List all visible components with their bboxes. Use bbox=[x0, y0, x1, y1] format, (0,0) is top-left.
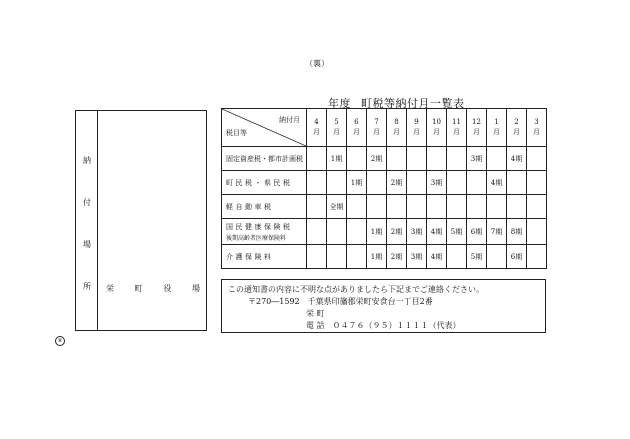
tax-item-name: 介護保険料 bbox=[226, 252, 274, 261]
month-number: 9 bbox=[414, 118, 419, 127]
tax-row bbox=[222, 195, 547, 219]
month-number: 6 bbox=[354, 118, 359, 127]
month-header-cell bbox=[447, 109, 467, 147]
tax-item-name: 町民税・県民税 bbox=[226, 178, 293, 187]
installment-cell bbox=[347, 219, 367, 245]
month-header-cell bbox=[307, 109, 327, 147]
place-char-4: 所 bbox=[83, 282, 91, 291]
month-unit: 月 bbox=[373, 127, 380, 136]
tax-payment-schedule-table bbox=[221, 108, 547, 269]
installment-cell: 3期 bbox=[467, 147, 487, 171]
month-header-cell bbox=[427, 109, 447, 147]
month-unit: 月 bbox=[533, 127, 540, 136]
month-header-cell bbox=[507, 109, 527, 147]
place-box-divider bbox=[97, 111, 98, 330]
installment-cell bbox=[387, 147, 407, 171]
tax-item-label bbox=[222, 195, 307, 219]
installment-cell: 全期 bbox=[327, 195, 347, 219]
month-unit: 月 bbox=[333, 127, 340, 136]
month-header-cell bbox=[527, 109, 547, 147]
installment-cell bbox=[307, 195, 327, 219]
installment-cell bbox=[327, 245, 347, 269]
installment-cell: 4期 bbox=[427, 219, 447, 245]
payment-place-name bbox=[98, 283, 206, 294]
month-header-cell bbox=[347, 109, 367, 147]
notice-phone: 電 話 ０４７６（９５）１１１１（代表） bbox=[306, 321, 461, 330]
installment-cell: 6期 bbox=[507, 245, 527, 269]
installment-cell bbox=[327, 219, 347, 245]
month-unit: 月 bbox=[493, 127, 500, 136]
installment-cell: 2期 bbox=[367, 147, 387, 171]
installment-cell: 3期 bbox=[407, 219, 427, 245]
tax-item-name: 固定資産税・都市計画税 bbox=[226, 154, 303, 163]
installment-cell: 5期 bbox=[447, 219, 467, 245]
month-number: 3 bbox=[534, 118, 539, 127]
installment-cell: 5期 bbox=[467, 245, 487, 269]
tax-item-header: 税目等 bbox=[226, 129, 247, 137]
contact-notice-box bbox=[221, 279, 546, 333]
installment-cell: 1期 bbox=[367, 219, 387, 245]
installment-cell bbox=[447, 147, 467, 171]
installment-cell: 4期 bbox=[427, 245, 447, 269]
installment-cell bbox=[347, 245, 367, 269]
tax-item-subname: 後期高齢者医療保険料 bbox=[226, 234, 287, 242]
installment-cell bbox=[447, 245, 467, 269]
installment-cell bbox=[327, 171, 347, 195]
month-unit: 月 bbox=[393, 127, 400, 136]
tax-item-name: 国民健康保険税 bbox=[226, 222, 293, 231]
installment-cell bbox=[467, 171, 487, 195]
month-unit: 月 bbox=[433, 127, 440, 136]
payment-month-header: 納付月 bbox=[279, 116, 300, 124]
installment-cell bbox=[307, 219, 327, 245]
place-char-3: 場 bbox=[83, 240, 91, 249]
month-unit: 月 bbox=[313, 127, 320, 136]
installment-cell: 1期 bbox=[327, 147, 347, 171]
installment-cell: 8期 bbox=[507, 219, 527, 245]
place-name-char-2: 町 bbox=[134, 284, 143, 293]
installment-cell bbox=[487, 195, 507, 219]
month-header-cell bbox=[387, 109, 407, 147]
installment-cell bbox=[507, 171, 527, 195]
month-number: 7 bbox=[374, 118, 379, 127]
month-header-cell bbox=[327, 109, 347, 147]
place-name-char-3: 役 bbox=[163, 284, 172, 293]
notice-intro: この通知書の内容に不明な点がありましたら下記までご連絡ください。 bbox=[228, 285, 484, 294]
month-unit: 月 bbox=[453, 127, 460, 136]
circled-number-mark: ⑧ bbox=[55, 336, 65, 346]
month-number: 12 bbox=[472, 118, 481, 127]
tax-row bbox=[222, 219, 547, 245]
installment-cell bbox=[447, 195, 467, 219]
tax-item-label bbox=[222, 147, 307, 171]
installment-cell: 4期 bbox=[507, 147, 527, 171]
installment-cell bbox=[407, 195, 427, 219]
tax-item-name: 軽自動車税 bbox=[226, 202, 274, 211]
installment-cell bbox=[527, 195, 547, 219]
place-name-char-1: 栄 bbox=[106, 284, 114, 293]
installment-cell bbox=[367, 195, 387, 219]
month-number: 2 bbox=[514, 118, 519, 127]
installment-cell: 3期 bbox=[427, 171, 447, 195]
payment-place-box bbox=[75, 110, 207, 331]
month-header-cell bbox=[467, 109, 487, 147]
month-number: 8 bbox=[394, 118, 399, 127]
back-side-label: （裏） bbox=[305, 59, 329, 68]
month-number: 10 bbox=[432, 118, 441, 127]
month-number: 11 bbox=[452, 118, 461, 127]
installment-cell bbox=[507, 195, 527, 219]
tax-item-label bbox=[222, 245, 307, 269]
installment-cell: 7期 bbox=[487, 219, 507, 245]
month-number: 1 bbox=[494, 118, 499, 127]
installment-cell: 6期 bbox=[467, 219, 487, 245]
tax-row bbox=[222, 171, 547, 195]
installment-cell bbox=[427, 147, 447, 171]
month-number: 5 bbox=[334, 118, 339, 127]
corner-header-cell bbox=[222, 109, 307, 147]
installment-cell: 2期 bbox=[387, 245, 407, 269]
notice-office: 栄 町 bbox=[306, 309, 325, 318]
tax-item-label bbox=[222, 219, 307, 245]
month-number: 4 bbox=[314, 118, 319, 127]
installment-cell bbox=[307, 245, 327, 269]
installment-cell bbox=[407, 171, 427, 195]
month-unit: 月 bbox=[513, 127, 520, 136]
installment-cell bbox=[527, 219, 547, 245]
installment-cell bbox=[387, 195, 407, 219]
tax-row bbox=[222, 147, 547, 171]
tax-item-label bbox=[222, 171, 307, 195]
title-name: 町税等納付月一覧表 bbox=[361, 97, 465, 110]
installment-cell bbox=[447, 171, 467, 195]
installment-cell bbox=[527, 147, 547, 171]
place-name-char-4: 場 bbox=[191, 284, 200, 293]
installment-cell bbox=[467, 195, 487, 219]
month-header-row bbox=[222, 109, 547, 147]
month-header-cell bbox=[407, 109, 427, 147]
notice-postal-address: 〒270―1592 千葉県印旛郡栄町安食台一丁目2番 bbox=[248, 297, 433, 306]
installment-cell: 1期 bbox=[347, 171, 367, 195]
month-unit: 月 bbox=[353, 127, 360, 136]
installment-cell bbox=[527, 245, 547, 269]
installment-cell bbox=[307, 171, 327, 195]
installment-cell bbox=[527, 171, 547, 195]
month-unit: 月 bbox=[473, 127, 480, 136]
month-header-cell bbox=[367, 109, 387, 147]
installment-cell bbox=[427, 195, 447, 219]
installment-cell: 1期 bbox=[367, 245, 387, 269]
installment-cell bbox=[347, 195, 367, 219]
installment-cell: 2期 bbox=[387, 219, 407, 245]
installment-cell bbox=[487, 147, 507, 171]
place-char-1: 納 bbox=[83, 156, 91, 165]
month-unit: 月 bbox=[413, 127, 420, 136]
installment-cell bbox=[307, 147, 327, 171]
installment-cell bbox=[407, 147, 427, 171]
installment-cell: 3期 bbox=[407, 245, 427, 269]
place-char-2: 付 bbox=[83, 198, 91, 207]
installment-cell bbox=[347, 147, 367, 171]
installment-cell: 2期 bbox=[387, 171, 407, 195]
title-year-label: 年度 bbox=[328, 97, 351, 110]
installment-cell: 4期 bbox=[487, 171, 507, 195]
tax-row bbox=[222, 245, 547, 269]
installment-cell bbox=[367, 171, 387, 195]
installment-cell bbox=[487, 245, 507, 269]
month-header-cell bbox=[487, 109, 507, 147]
